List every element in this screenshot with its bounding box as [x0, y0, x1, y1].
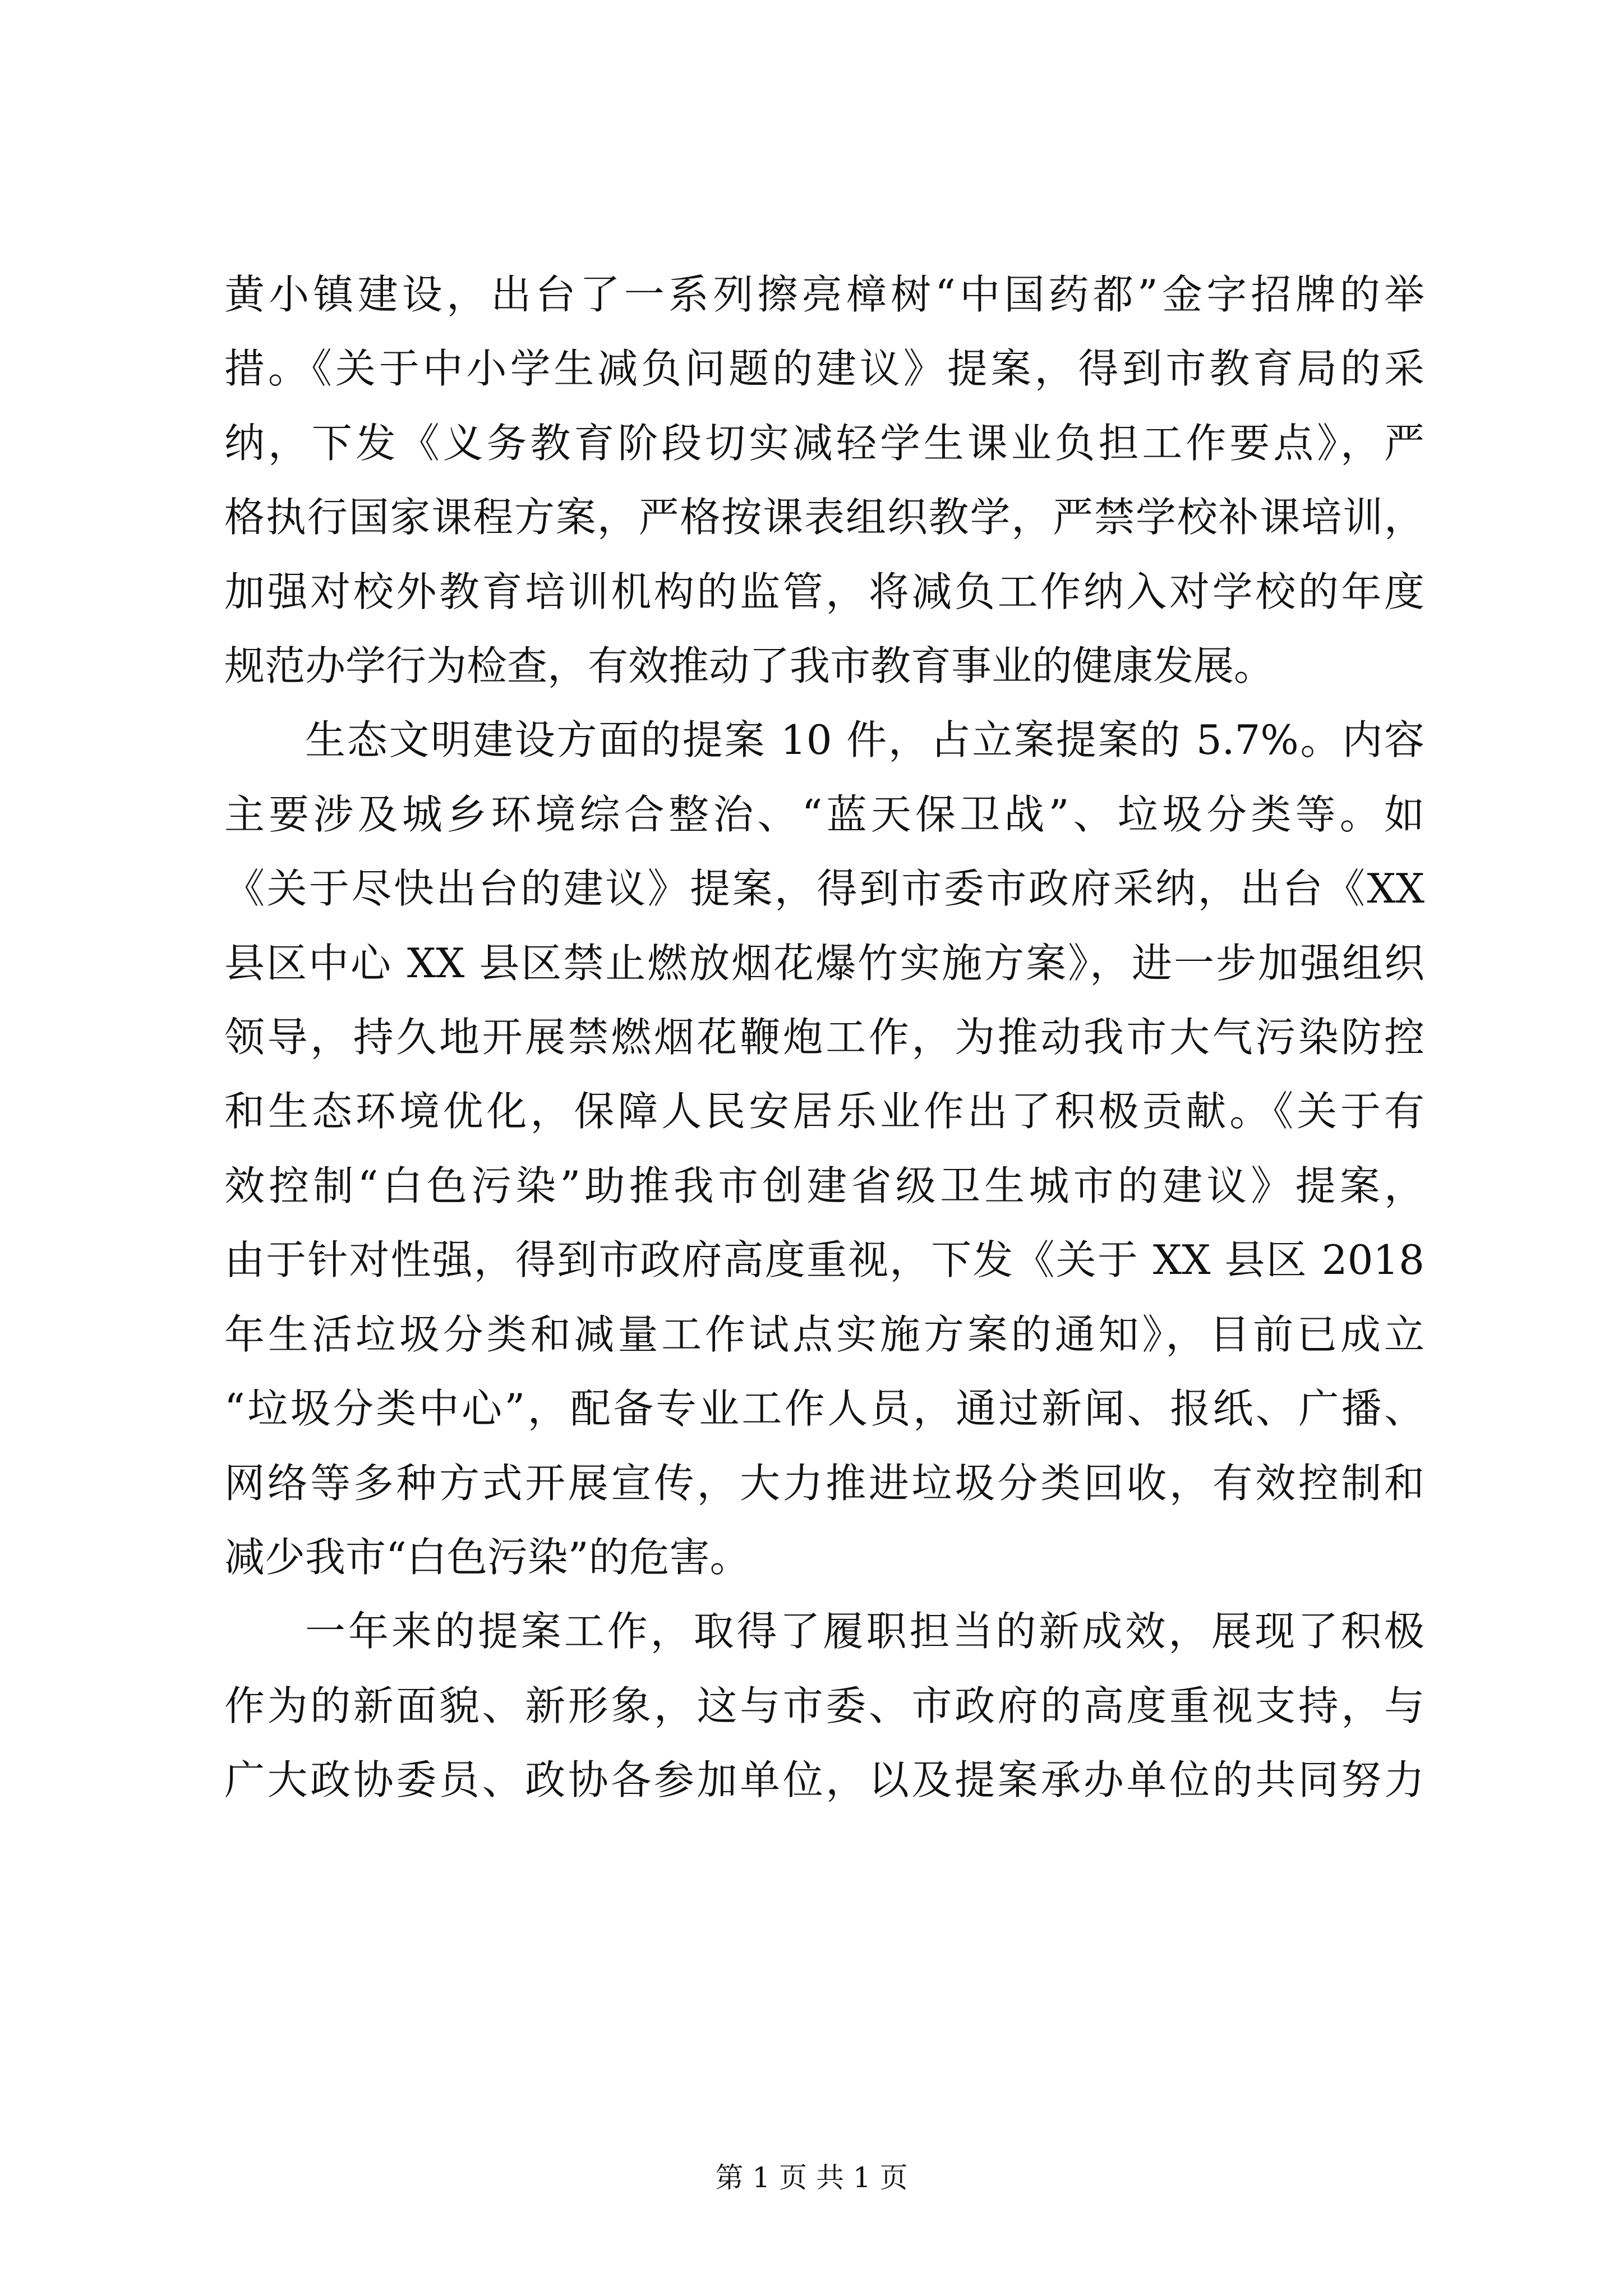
text-line: 领导，持久地开展禁燃烟花鞭炮工作，为推动我市大气污染防控: [224, 1014, 1424, 1061]
text-line: 和生态环境优化，保障人民安居乐业作出了积极贡献。《关于有: [224, 1088, 1424, 1135]
text-line: 县区中心 XX 县区禁止燃放烟花爆竹实施方案》，进一步加强组织: [224, 939, 1424, 987]
text-line: 一年来的提案工作，取得了履职担当的新成效，展现了积极: [305, 1608, 1424, 1655]
page-footer: 第 1 页 共 1 页: [715, 2161, 908, 2194]
text-line: 加强对校外教育培训机构的监管，将减负工作纳入对学校的年度: [224, 568, 1424, 615]
text-line: “垃圾分类中心”，配备专业工作人员，通过新闻、报纸、广播、: [224, 1385, 1424, 1433]
text-line: 减少我市“白色污染”的危害。: [224, 1533, 750, 1581]
text-line: 《关于尽快出台的建议》提案，得到市委市政府采纳，出台《XX: [224, 865, 1424, 913]
text-line: 格执行国家课程方案，严格按课表组织教学，严禁学校补课培训，: [224, 494, 1424, 541]
text-line: 规范办学行为检查，有效推动了我市教育事业的健康发展。: [224, 642, 1275, 690]
text-line: 效控制“白色污染”助推我市创建省级卫生城市的建议》提案，: [224, 1162, 1424, 1209]
document-body: [224, 257, 1424, 1818]
text-line: 作为的新面貌、新形象，这与市委、市政府的高度重视支持，与: [224, 1682, 1424, 1729]
text-line: 年生活垃圾分类和减量工作试点实施方案的通知》，目前已成立: [224, 1310, 1424, 1358]
text-line: 措。《关于中小学生减负问题的建议》提案，得到市教育局的采: [224, 345, 1424, 393]
text-line: 网络等多种方式开展宣传，大力推进垃圾分类回收，有效控制和: [224, 1459, 1424, 1507]
text-line: 纳，下发《义务教育阶段切实减轻学生课业负担工作要点》，严: [224, 419, 1424, 467]
text-line: 生态文明建设方面的提案 10 件，占立案提案的 5.7%。内容: [305, 716, 1424, 764]
text-line: 由于针对性强，得到市政府高度重视，下发《关于 XX 县区 2018: [224, 1236, 1424, 1284]
text-line: 广大政协委员、政协各参加单位，以及提案承办单位的共同努力: [224, 1756, 1424, 1804]
text-line: 黄小镇建设，出台了一系列擦亮樟树“中国药都”金字招牌的举: [224, 271, 1424, 318]
text-line: 主要涉及城乡环境综合整治、“蓝天保卫战”、垃圾分类等。如: [224, 790, 1424, 838]
